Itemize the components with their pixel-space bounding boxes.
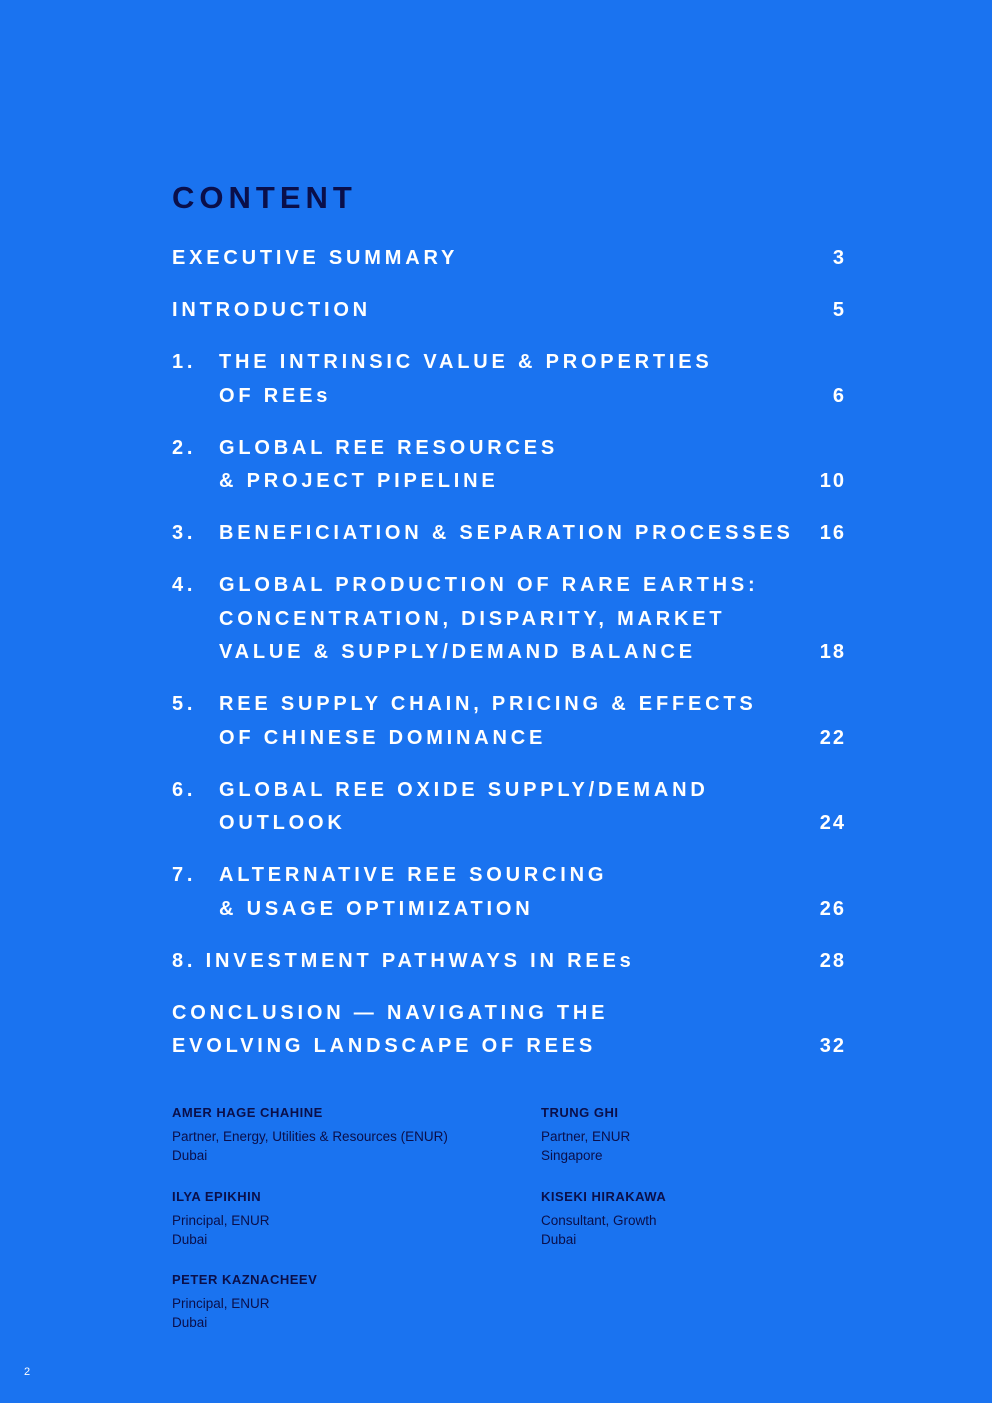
toc-section-title: INTRODUCTION	[172, 299, 371, 321]
toc-entry[interactable]	[172, 517, 846, 551]
toc-line	[172, 859, 846, 893]
toc-section-title: GLOBAL REE RESOURCES	[219, 436, 558, 459]
author-role: Consultant, Growth	[541, 1213, 657, 1228]
toc-page-number: 5	[832, 299, 846, 321]
author-name: TRUNG GHI	[541, 1105, 619, 1120]
author-city: Dubai	[541, 1232, 577, 1247]
toc-page-number: 18	[819, 641, 846, 663]
toc-entry[interactable]	[172, 997, 846, 1064]
toc-entry[interactable]	[172, 432, 846, 499]
toc-line	[172, 465, 846, 499]
toc-page-number: 32	[819, 1035, 846, 1057]
toc-line	[172, 242, 846, 276]
toc-entry[interactable]	[172, 945, 846, 979]
toc-section-number: 6.	[172, 778, 197, 801]
author-role: Partner, Energy, Utilities & Resources (ENUR)	[172, 1129, 448, 1144]
author-city: Dubai	[172, 1315, 208, 1330]
toc-line	[172, 945, 846, 979]
toc-page-number: 10	[819, 470, 846, 492]
page-title: CONTENT	[172, 180, 357, 215]
toc-page-number: 16	[819, 522, 846, 544]
toc-line	[172, 346, 846, 380]
toc-entry[interactable]	[172, 774, 846, 841]
toc-section-title: GLOBAL PRODUCTION OF RARE EARTHS:	[219, 574, 759, 596]
toc-page-number: 28	[819, 949, 846, 972]
toc-line	[172, 294, 846, 328]
toc-section-title: CONCLUSION — NAVIGATING THE	[172, 1001, 609, 1024]
toc-line	[172, 997, 846, 1031]
author-block	[172, 1188, 532, 1249]
toc-line	[172, 603, 846, 637]
author-block	[172, 1271, 532, 1332]
toc-page-number: 22	[819, 726, 846, 749]
author-name: ILYA EPIKHIN	[172, 1189, 262, 1204]
toc-line	[172, 380, 846, 414]
toc-section-title: EXECUTIVE SUMMARY	[172, 247, 459, 269]
toc-section-title: & USAGE OPTIMIZATION	[219, 897, 534, 920]
toc-section-title: VALUE & SUPPLY/DEMAND BALANCE	[219, 641, 696, 663]
toc-section-title: ALTERNATIVE REE SOURCING	[219, 864, 608, 886]
toc-line	[172, 432, 846, 466]
toc-line	[172, 1030, 846, 1064]
toc-section-title: 8. INVESTMENT PATHWAYS IN REEs	[172, 949, 635, 972]
author-block	[541, 1104, 901, 1165]
toc-section-title: THE INTRINSIC VALUE & PROPERTIES	[219, 351, 713, 373]
toc-entry[interactable]	[172, 688, 846, 755]
toc-line	[172, 807, 846, 841]
toc-entry[interactable]	[172, 859, 846, 926]
toc-section-number: 2.	[172, 436, 197, 459]
author-name: AMER HAGE CHAHINE	[172, 1105, 323, 1120]
table-of-contents	[172, 242, 846, 1064]
author-block	[172, 1104, 532, 1165]
author-role: Principal, ENUR	[172, 1213, 270, 1228]
toc-line	[172, 636, 846, 670]
author-name: PETER KAZNACHEEV	[172, 1272, 318, 1287]
toc-line	[172, 893, 846, 927]
toc-line	[172, 569, 846, 603]
author-city: Singapore	[541, 1148, 603, 1163]
toc-page-number: 26	[819, 897, 846, 920]
toc-section-title: GLOBAL REE OXIDE SUPPLY/DEMAND	[219, 778, 709, 801]
toc-section-title: EVOLVING LANDSCAPE OF REES	[172, 1035, 597, 1057]
toc-section-title: REE SUPPLY CHAIN, PRICING & EFFECTS	[219, 693, 757, 715]
author-role: Principal, ENUR	[172, 1296, 270, 1311]
toc-page-number: 6	[832, 384, 846, 407]
author-role: Partner, ENUR	[541, 1129, 631, 1144]
page-number: 2	[24, 1366, 31, 1378]
toc-section-number: 4.	[172, 574, 197, 596]
author-city: Dubai	[172, 1148, 208, 1163]
toc-section-number: 3.	[172, 522, 197, 544]
toc-page-number: 24	[819, 812, 846, 834]
toc-section-title: & PROJECT PIPELINE	[219, 470, 499, 492]
author-name: KISEKI HIRAKAWA	[541, 1189, 667, 1204]
toc-line	[172, 517, 846, 551]
toc-entry[interactable]	[172, 569, 846, 670]
toc-section-number: 5.	[172, 693, 197, 715]
author-block	[541, 1188, 901, 1249]
toc-section-number: 7.	[172, 864, 197, 886]
toc-section-title: CONCENTRATION, DISPARITY, MARKET	[219, 607, 726, 630]
toc-page-number: 3	[832, 247, 846, 269]
toc-line	[172, 774, 846, 808]
authors-section	[172, 1104, 872, 1344]
toc-section-title: OUTLOOK	[219, 812, 346, 834]
toc-entry[interactable]	[172, 294, 846, 328]
toc-section-title: OF CHINESE DOMINANCE	[219, 726, 547, 749]
toc-section-title: BENEFICIATION & SEPARATION PROCESSES	[219, 522, 794, 544]
toc-section-number: 1.	[172, 351, 197, 373]
toc-section-title: OF REEs	[219, 384, 332, 407]
toc-entry[interactable]	[172, 346, 846, 413]
toc-line	[172, 688, 846, 722]
toc-entry[interactable]	[172, 242, 846, 276]
author-city: Dubai	[172, 1232, 208, 1247]
toc-line	[172, 722, 846, 756]
